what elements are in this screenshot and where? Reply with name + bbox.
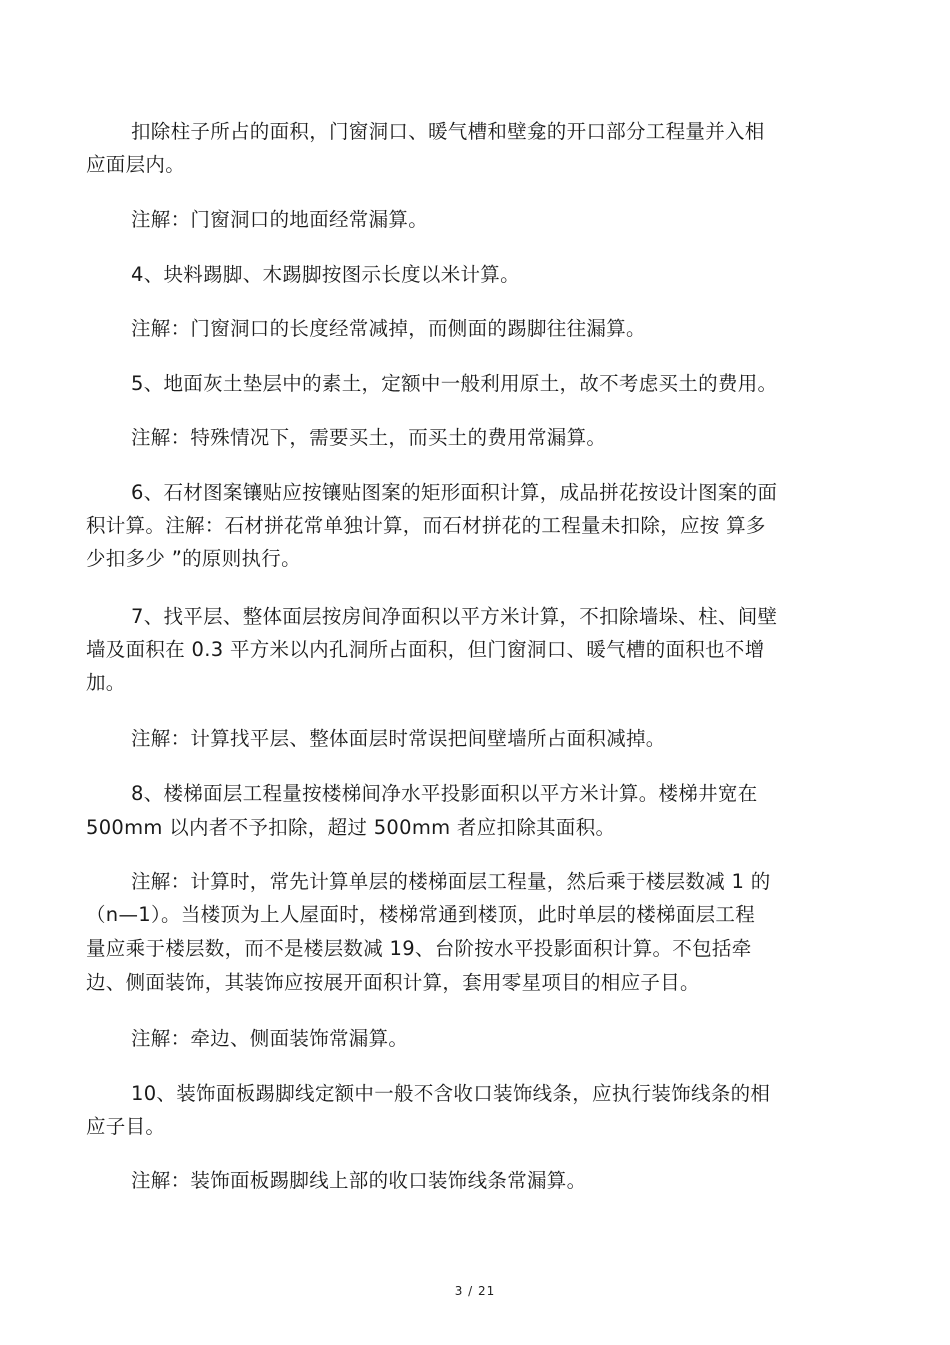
paragraph-line: 应面层内。 (86, 153, 186, 176)
paragraph-line: 8、楼梯面层工程量按楼梯间净水平投影面积以平方米计算。楼梯井宽在 (131, 782, 758, 805)
paragraph-line: 积计算。注解：石材拼花常单独计算，而石材拼花的工程量未扣除，应按 算多 (86, 514, 766, 537)
page-number: 3 / 21 (454, 1284, 496, 1298)
note-line: 注解：特殊情况下，需要买土，而买土的费用常漏算。 (131, 426, 607, 449)
paragraph-line: 墙及面积在 0.3 平方米以内孔洞所占面积，但门窗洞口、暖气槽的面积也不增 (86, 638, 765, 661)
paragraph-line: 500mm 以内者不予扣除，超过 500mm 者应扣除其面积。 (86, 816, 616, 839)
note-line: 注解：计算时，常先计算单层的楼梯面层工程量，然后乘于楼层数减 1 的 (131, 870, 771, 893)
note-line: 注解：门窗洞口的长度经常减掉，而侧面的踢脚往往漏算。 (131, 317, 646, 340)
paragraph-line: 边、侧面装饰，其装饰应按展开面积计算，套用零星项目的相应子目。 (86, 971, 700, 994)
paragraph-line: 6、石材图案镶贴应按镶贴图案的矩形面积计算，成品拼花按设计图案的面 (131, 481, 778, 504)
paragraph-line: 5、地面灰土垫层中的素土，定额中一般利用原土，故不考虑买土的费用。 (131, 372, 778, 395)
paragraph-line: （n—1）。当楼顶为上人屋面时，楼梯常通到楼顶，此时单层的楼梯面层工程 (86, 903, 756, 926)
note-line: 注解：计算找平层、整体面层时常误把间壁墙所占面积减掉。 (131, 727, 666, 750)
note-line: 注解：装饰面板踢脚线上部的收口装饰线条常漏算。 (131, 1169, 587, 1192)
paragraph-line: 少扣多少 ”的原则执行。 (86, 547, 301, 570)
paragraph-line: 应子目。 (86, 1115, 166, 1138)
paragraph-line: 扣除柱子所占的面积，门窗洞口、暖气槽和壁龛的开口部分工程量并入相 (131, 120, 765, 143)
paragraph-line: 10、装饰面板踢脚线定额中一般不含收口装饰线条，应执行装饰线条的相 (131, 1082, 771, 1105)
paragraph-line: 量应乘于楼层数，而不是楼层数减 19、台阶按水平投影面积计算。不包括牵 (86, 937, 752, 960)
note-line: 注解：门窗洞口的地面经常漏算。 (131, 208, 429, 231)
note-line: 注解：牵边、侧面装饰常漏算。 (131, 1027, 409, 1050)
paragraph-line: 加。 (86, 671, 126, 694)
paragraph-line: 4、块料踢脚、木踢脚按图示长度以米计算。 (131, 263, 520, 286)
paragraph-line: 7、找平层、整体面层按房间净面积以平方米计算，不扣除墙垛、柱、间壁 (131, 605, 778, 628)
